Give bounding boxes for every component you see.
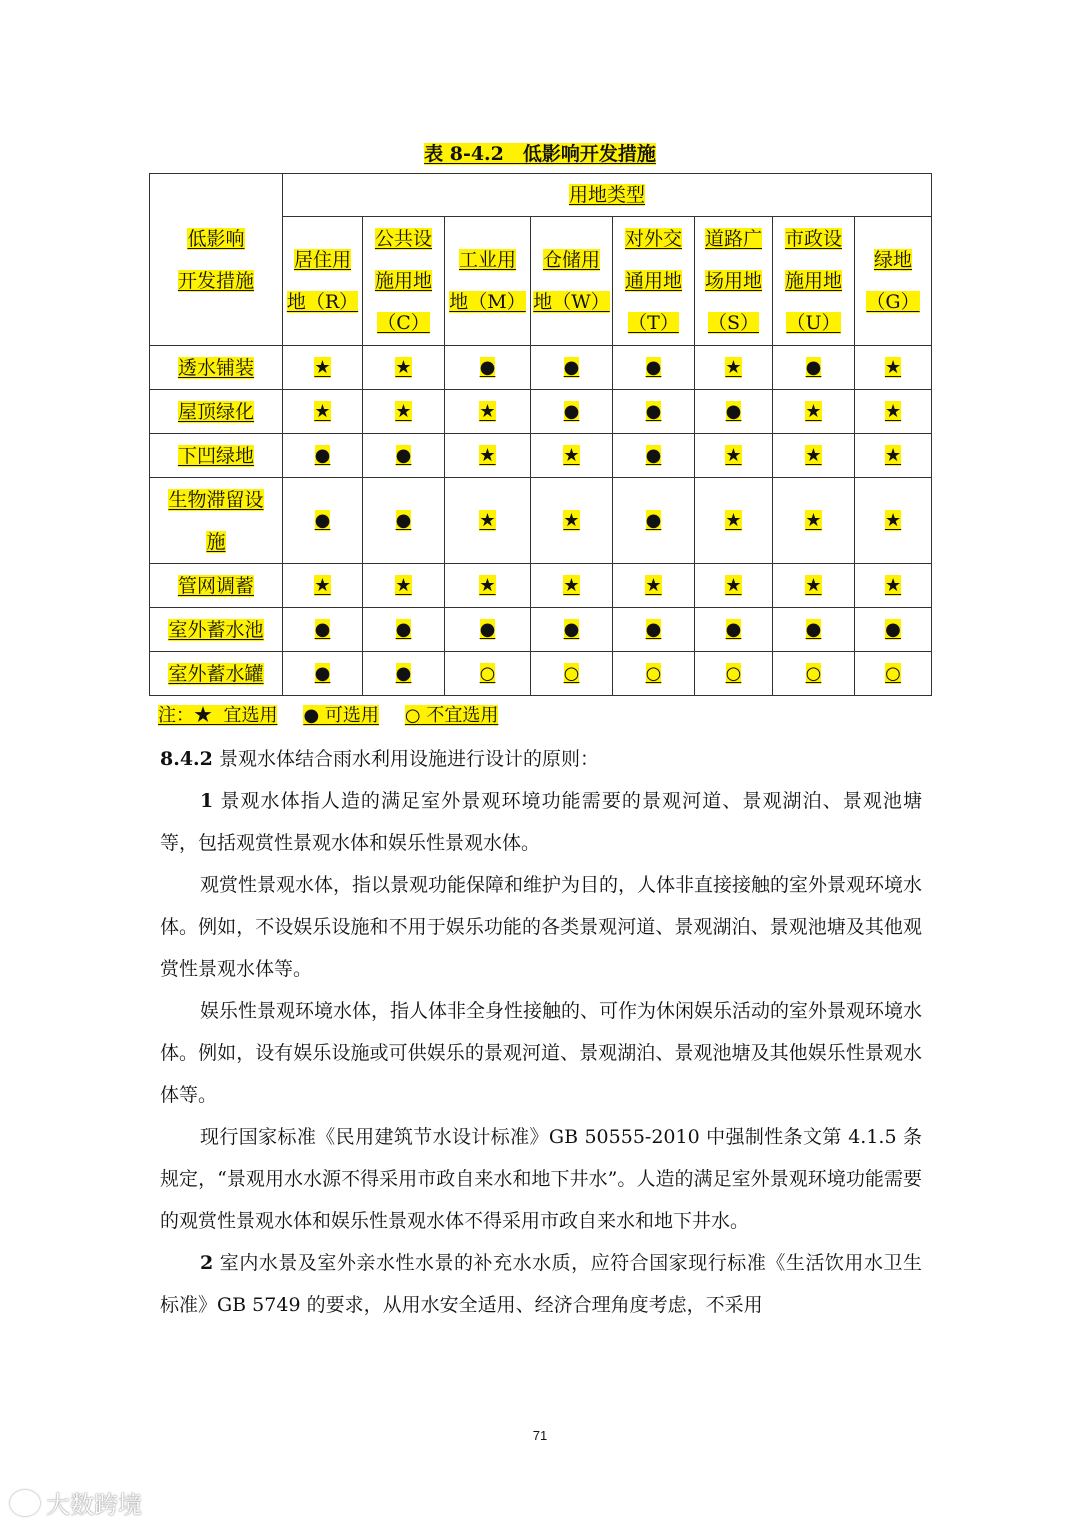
row-value-cell xyxy=(613,434,695,478)
table-row xyxy=(150,608,932,652)
suitability-symbol: ★ xyxy=(314,401,331,422)
cell-text-line: 施 xyxy=(206,530,226,553)
row-value-cell xyxy=(855,478,932,564)
suitability-symbol: ● xyxy=(563,401,580,422)
row-value-cell xyxy=(363,652,445,696)
suitability-symbol: ○ xyxy=(805,663,822,684)
suitability-symbol: ● xyxy=(395,619,412,640)
cell-text-line: 居住用 xyxy=(293,249,351,271)
row-value-cell xyxy=(363,390,445,434)
suitability-symbol: ★ xyxy=(725,510,742,531)
row-value-cell xyxy=(773,434,855,478)
suitability-symbol: ● xyxy=(479,619,496,640)
cell-text-line: 市政设 xyxy=(784,228,842,250)
row-value-cell xyxy=(445,608,531,652)
watermark-logo-icon xyxy=(10,1490,40,1516)
cell-text-line: 施用地 xyxy=(784,270,842,292)
lid-measures-table xyxy=(149,173,932,696)
suitability-symbol: ● xyxy=(395,663,412,684)
row-value-cell xyxy=(363,346,445,390)
cell-text-line: 屋顶绿化 xyxy=(177,400,254,423)
cell-text-line: 开发措施 xyxy=(177,269,254,292)
suitability-symbol: ★ xyxy=(725,445,742,466)
row-value-cell xyxy=(531,608,613,652)
suitability-symbol: ★ xyxy=(479,575,496,596)
suitability-symbol: ● xyxy=(645,510,662,531)
row-measure-name xyxy=(150,434,283,478)
suitability-symbol: ● xyxy=(645,619,662,640)
paragraph-5: 2 室内水景及室外亲水性水景的补充水水质，应符合国家现行标准《生活饮用水卫生标准》GB 5749 的要求，从用水安全适用、经济合理角度考虑，不采用 xyxy=(160,1252,922,1316)
row-value-cell xyxy=(531,478,613,564)
cell-text-line: （U） xyxy=(786,312,841,334)
cell-text-line: 地（R） xyxy=(286,291,359,313)
cell-text-line: 室外蓄水池 xyxy=(168,618,264,641)
cell-text-line: 仓储用 xyxy=(542,249,600,271)
table-title: 表 8-4.2 低影响开发措施 xyxy=(424,143,656,165)
paragraph-4: 现行国家标准《民用建筑节水设计标准》GB 50555-2010 中强制性条文第 4.1.5 条规定，“景观用水水源不得采用市政自来水和地下井水”。人造的满足室外景观环境功能需要的观赏性景观水体和娱乐性景观水体不得采用市政自来水和地下井水。 xyxy=(160,1126,922,1232)
cell-text-line: 公共设 xyxy=(374,228,432,250)
suitability-symbol: ● xyxy=(314,663,331,684)
suitability-symbol: ★ xyxy=(805,445,822,466)
suitability-symbol: ★ xyxy=(395,357,412,378)
suitability-symbol: ★ xyxy=(805,510,822,531)
row-value-cell xyxy=(283,390,363,434)
suitability-symbol: ★ xyxy=(725,357,742,378)
row-value-cell xyxy=(613,390,695,434)
legend-star: 注：★ 宜选用 xyxy=(158,705,278,726)
cell-text-line: 场用地 xyxy=(704,270,762,292)
table-row xyxy=(150,652,932,696)
row-value-cell xyxy=(445,652,531,696)
cell-text-line: 室外蓄水罐 xyxy=(168,662,264,685)
cell-text-line: 绿地 xyxy=(874,249,913,271)
header-land-type xyxy=(613,217,695,346)
row-value-cell xyxy=(695,652,773,696)
suitability-symbol: ★ xyxy=(314,575,331,596)
row-value-cell xyxy=(445,434,531,478)
suitability-symbol: ○ xyxy=(725,663,742,684)
row-value-cell xyxy=(613,564,695,608)
row-value-cell xyxy=(855,390,932,434)
suitability-symbol: ★ xyxy=(645,575,662,596)
suitability-symbol: ● xyxy=(885,619,901,640)
paragraph-1: 1 景观水体指人造的满足室外景观环境功能需要的景观河道、景观湖泊、景观池塘等，包括观赏性景观水体和娱乐性景观水体。 xyxy=(160,790,922,854)
section-heading: 8.4.2 景观水体结合雨水利用设施进行设计的原则： xyxy=(160,748,599,770)
suitability-symbol: ● xyxy=(395,510,412,531)
header-land-type xyxy=(283,217,363,346)
suitability-symbol: ● xyxy=(805,619,822,640)
suitability-symbol: ★ xyxy=(479,510,496,531)
row-value-cell xyxy=(695,346,773,390)
row-value-cell xyxy=(531,564,613,608)
header-land-type-group: 用地类型 xyxy=(283,174,932,217)
suitability-symbol: ○ xyxy=(645,663,662,684)
cell-text-line: 施用地 xyxy=(374,270,432,292)
row-value-cell xyxy=(695,434,773,478)
suitability-symbol: ● xyxy=(395,445,412,466)
row-value-cell xyxy=(773,478,855,564)
suitability-symbol: ★ xyxy=(395,575,412,596)
row-value-cell xyxy=(283,652,363,696)
row-value-cell xyxy=(363,564,445,608)
row-value-cell xyxy=(773,564,855,608)
cell-text-line: 地（W） xyxy=(533,291,610,313)
row-value-cell xyxy=(283,608,363,652)
row-value-cell xyxy=(695,608,773,652)
suitability-symbol: ● xyxy=(479,357,496,378)
row-value-cell xyxy=(531,346,613,390)
suitability-symbol: ● xyxy=(725,401,742,422)
table-row xyxy=(150,478,932,564)
row-value-cell xyxy=(773,346,855,390)
cell-text-line: 地（M） xyxy=(449,291,526,313)
suitability-symbol: ● xyxy=(563,619,580,640)
cell-text-line: （S） xyxy=(707,312,760,334)
row-measure-name xyxy=(150,652,283,696)
row-value-cell xyxy=(363,478,445,564)
row-value-cell xyxy=(855,346,932,390)
row-value-cell xyxy=(531,652,613,696)
cell-text-line: 管网调蓄 xyxy=(177,574,254,597)
row-value-cell xyxy=(445,478,531,564)
table-row xyxy=(150,390,932,434)
suitability-symbol: ★ xyxy=(314,357,331,378)
cell-text-line: 对外交 xyxy=(624,228,682,250)
row-measure-name xyxy=(150,478,283,564)
header-measure-col xyxy=(150,174,283,346)
legend-dot: ● 可选用 xyxy=(303,705,379,726)
row-measure-name xyxy=(150,346,283,390)
header-land-type xyxy=(363,217,445,346)
row-value-cell xyxy=(445,564,531,608)
suitability-symbol: ★ xyxy=(884,401,902,422)
suitability-symbol: ★ xyxy=(884,445,902,466)
section-body xyxy=(160,738,922,1326)
row-value-cell xyxy=(855,434,932,478)
suitability-symbol: ★ xyxy=(805,575,822,596)
suitability-symbol: ★ xyxy=(395,401,412,422)
suitability-symbol: ● xyxy=(645,357,662,378)
row-value-cell xyxy=(445,346,531,390)
table-legend-note xyxy=(158,701,498,727)
suitability-symbol: ★ xyxy=(884,510,902,531)
table-row xyxy=(150,346,932,390)
table-row xyxy=(150,564,932,608)
suitability-symbol: ★ xyxy=(563,445,580,466)
cell-text-line: （T） xyxy=(628,312,679,334)
cell-text-line: （G） xyxy=(866,291,920,313)
row-measure-name xyxy=(150,608,283,652)
row-value-cell xyxy=(773,390,855,434)
suitability-symbol: ● xyxy=(725,619,742,640)
suitability-symbol: ● xyxy=(645,445,662,466)
cell-text-line: 下凹绿地 xyxy=(177,444,254,467)
cell-text-line: 通用地 xyxy=(624,270,682,292)
table-header-row xyxy=(150,174,932,217)
row-value-cell xyxy=(445,390,531,434)
suitability-symbol: ★ xyxy=(563,510,580,531)
header-land-type xyxy=(531,217,613,346)
suitability-symbol: ★ xyxy=(884,357,902,378)
suitability-symbol: ● xyxy=(314,510,331,531)
suitability-symbol: ★ xyxy=(884,575,902,596)
header-land-type xyxy=(695,217,773,346)
row-value-cell xyxy=(531,390,613,434)
row-value-cell xyxy=(695,564,773,608)
suitability-symbol: ★ xyxy=(725,575,742,596)
paragraph-3: 娱乐性景观环境水体，指人体非全身性接触的、可作为休闲娱乐活动的室外景观环境水体。例如，设有娱乐设施或可供娱乐的景观河道、景观湖泊、景观池塘及其他娱乐性景观水体等。 xyxy=(160,1000,923,1106)
page-number: 71 xyxy=(532,1428,548,1443)
row-value-cell xyxy=(695,478,773,564)
row-measure-name xyxy=(150,390,283,434)
suitability-symbol: ● xyxy=(563,357,580,378)
suitability-symbol: ○ xyxy=(563,663,580,684)
cell-text-line: 透水铺装 xyxy=(177,356,254,379)
row-value-cell xyxy=(773,608,855,652)
suitability-symbol: ● xyxy=(314,619,331,640)
row-value-cell xyxy=(773,652,855,696)
row-value-cell xyxy=(855,608,932,652)
row-value-cell xyxy=(363,608,445,652)
header-land-type xyxy=(445,217,531,346)
cell-text-line: 道路广 xyxy=(704,228,762,250)
suitability-symbol: ○ xyxy=(885,663,901,684)
cell-text-line: 低影响 xyxy=(187,227,245,250)
suitability-symbol: ● xyxy=(805,357,822,378)
row-value-cell xyxy=(613,652,695,696)
row-value-cell xyxy=(283,478,363,564)
row-value-cell xyxy=(855,564,932,608)
header-land-type xyxy=(773,217,855,346)
row-value-cell xyxy=(695,390,773,434)
row-value-cell xyxy=(613,478,695,564)
suitability-symbol: ★ xyxy=(805,401,822,422)
row-measure-name xyxy=(150,564,283,608)
row-value-cell xyxy=(613,346,695,390)
cell-text-line: 生物滞留设 xyxy=(168,488,264,511)
suitability-symbol: ★ xyxy=(479,401,496,422)
table-row xyxy=(150,434,932,478)
suitability-symbol: ○ xyxy=(479,663,496,684)
row-value-cell xyxy=(363,434,445,478)
suitability-symbol: ★ xyxy=(563,575,580,596)
paragraph-2: 观赏性景观水体，指以景观功能保障和维护为目的，人体非直接接触的室外景观环境水体。例如，不设娱乐设施和不用于娱乐功能的各类景观河道、景观湖泊、景观池塘及其他观赏性景观水体等。 xyxy=(160,874,923,980)
suitability-symbol: ● xyxy=(645,401,662,422)
row-value-cell xyxy=(283,434,363,478)
header-land-type xyxy=(855,217,932,346)
row-value-cell xyxy=(283,346,363,390)
row-value-cell xyxy=(531,434,613,478)
row-value-cell xyxy=(283,564,363,608)
row-value-cell xyxy=(613,608,695,652)
cell-text-line: （C） xyxy=(377,312,430,334)
legend-circle: ○ 不宜选用 xyxy=(404,705,499,726)
watermark: 大数跨境 xyxy=(10,1485,142,1520)
suitability-symbol: ● xyxy=(314,445,331,466)
cell-text-line: 工业用 xyxy=(458,249,516,271)
row-value-cell xyxy=(855,652,932,696)
suitability-symbol: ★ xyxy=(479,445,496,466)
